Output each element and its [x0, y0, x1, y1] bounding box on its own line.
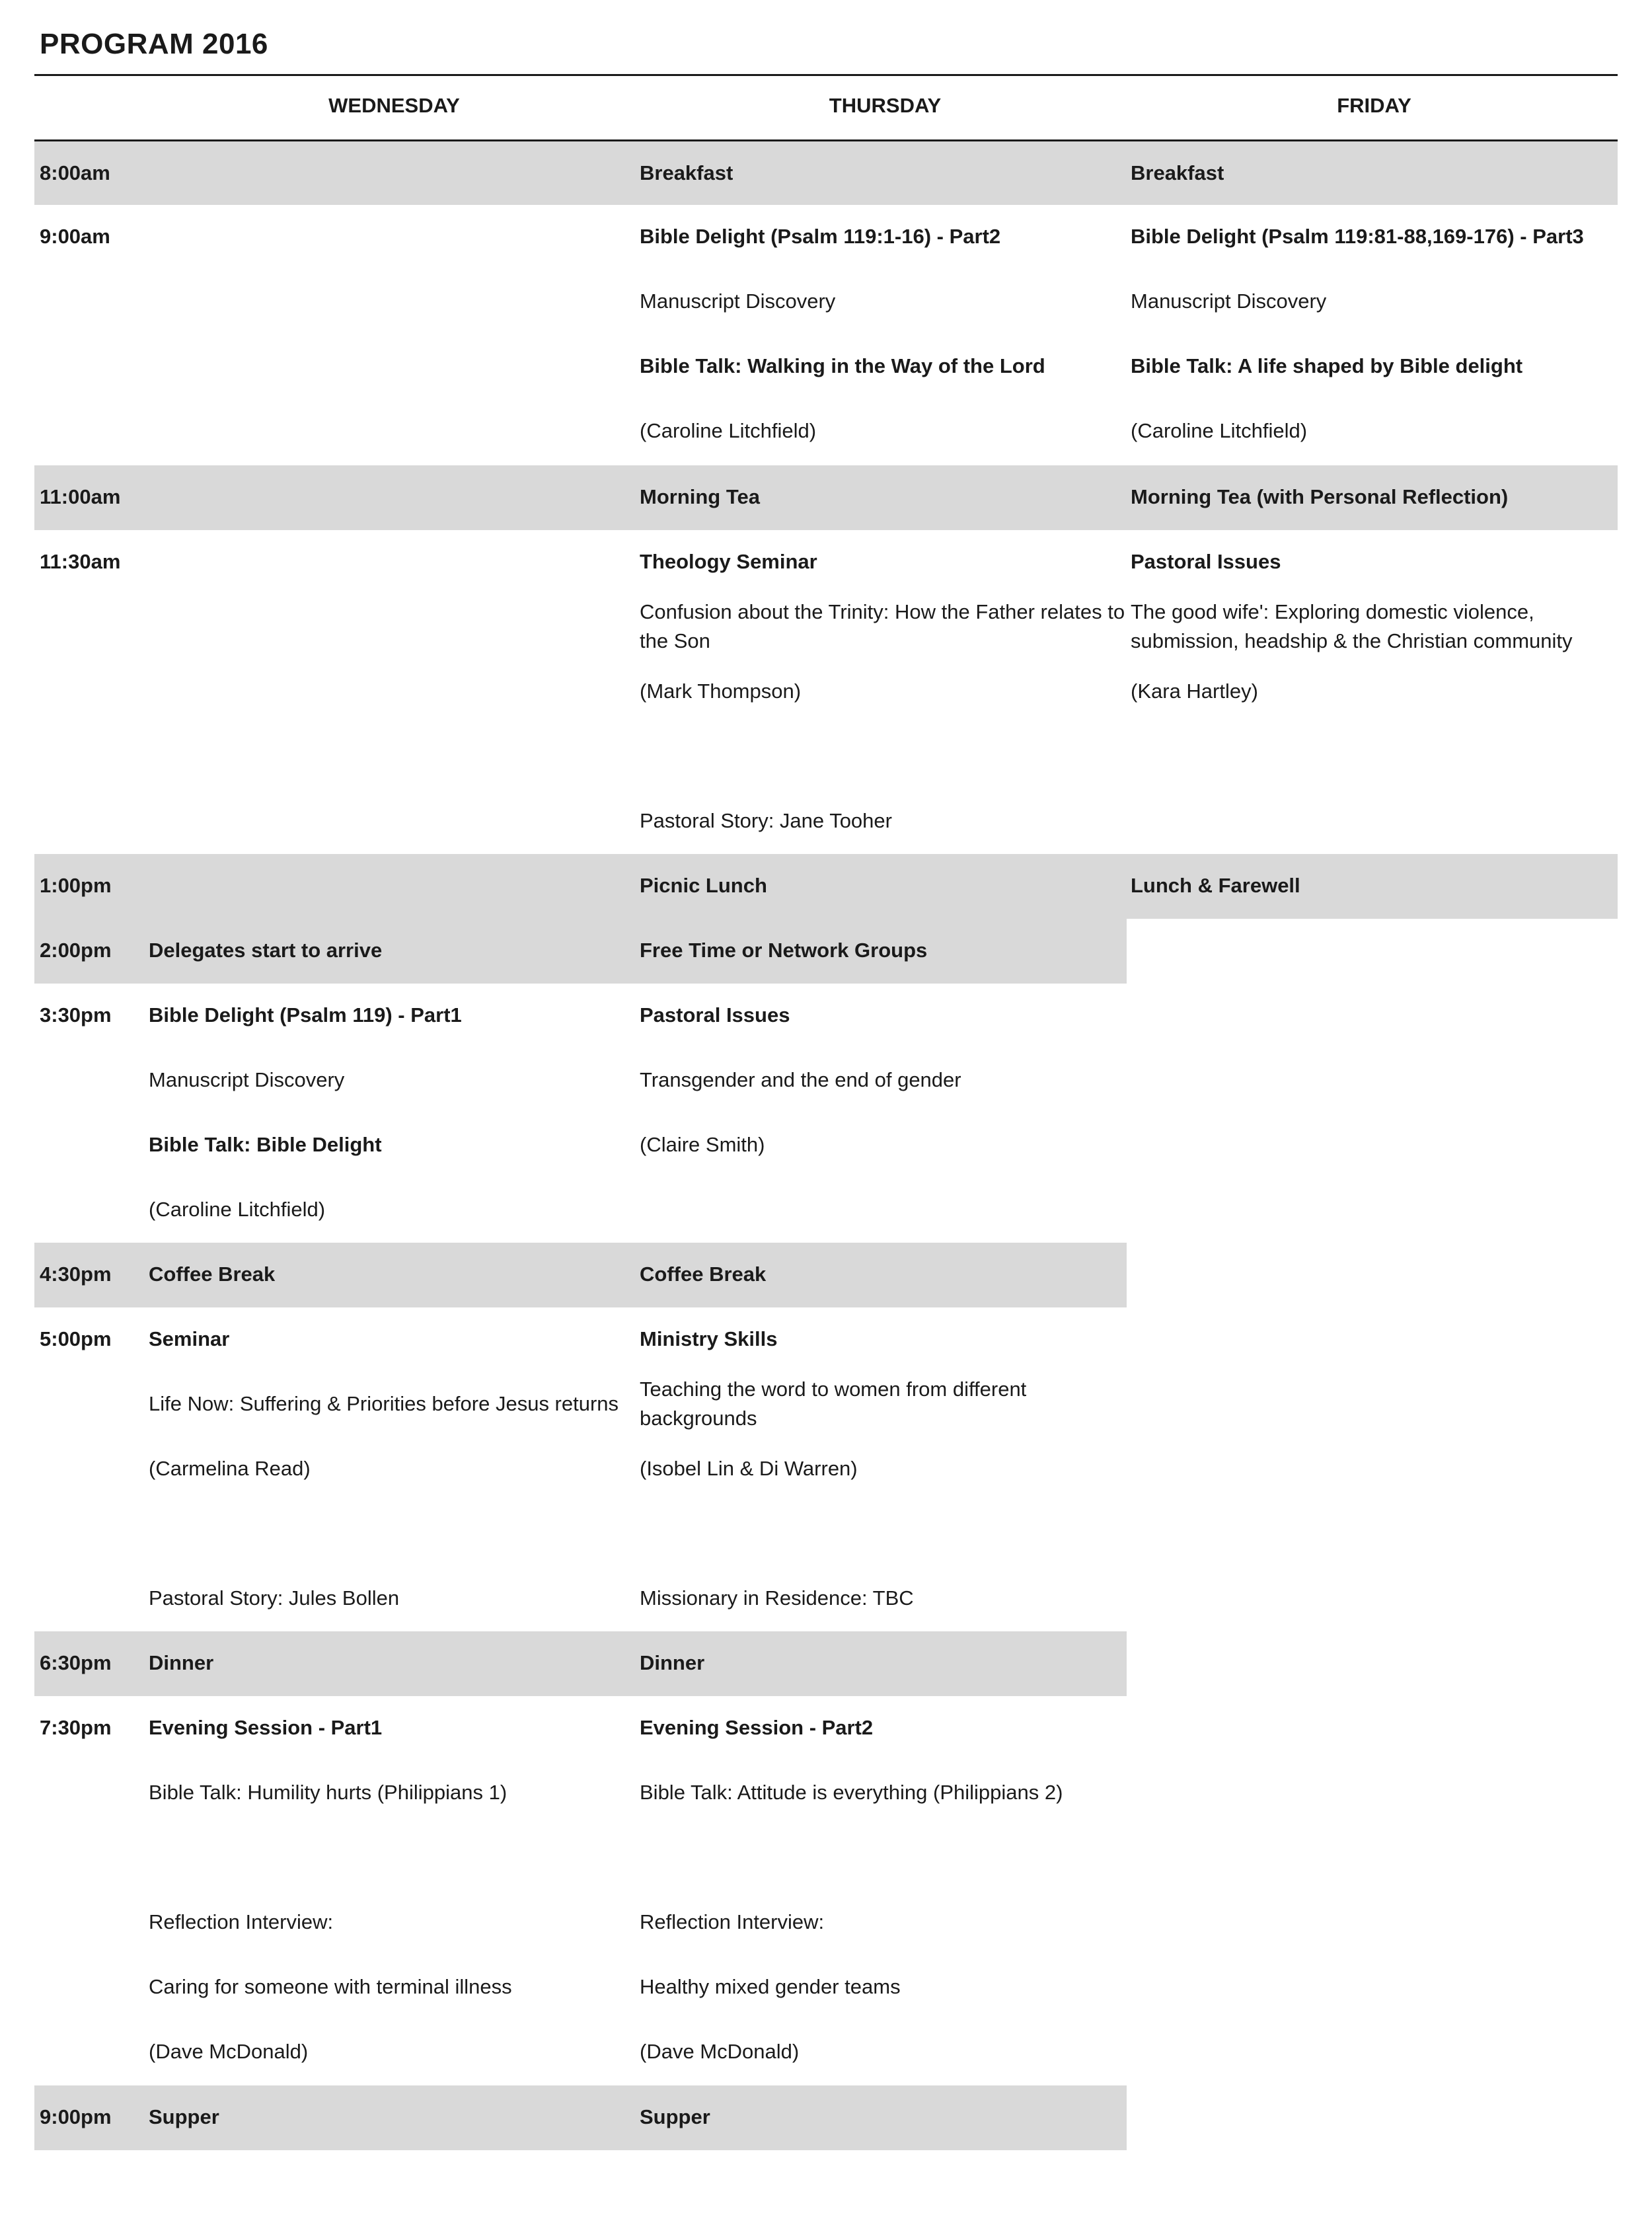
wed-330-talk: Bible Talk: Bible Delight — [149, 1133, 382, 1156]
wed-5pm-topic: Life Now: Suffering & Priorities before Jesus returns — [149, 1392, 619, 1415]
time-330pm: 3:30pm — [40, 1003, 112, 1027]
wed-reflection-topic: Caring for someone with terminal illness — [149, 1975, 512, 1998]
wed-supper: Supper — [149, 2105, 219, 2128]
wed-evening-session: Evening Session - Part1 — [149, 1716, 383, 1739]
time-5pm: 5:00pm — [40, 1327, 112, 1350]
thu-5pm-speaker: (Isobel Lin & Di Warren) — [640, 1457, 858, 1480]
wed-reflection-speaker: (Dave McDonald) — [149, 2040, 309, 2063]
time-630pm: 6:30pm — [40, 1651, 112, 1674]
day-header-friday: FRIDAY — [1337, 94, 1411, 117]
wed-5pm-pastoral-story: Pastoral Story: Jules Bollen — [149, 1586, 400, 1610]
thu-reflection-label: Reflection Interview: — [640, 1910, 825, 1933]
thu-330-speaker: (Claire Smith) — [640, 1133, 765, 1156]
fri-breakfast: Breakfast — [1131, 161, 1224, 184]
thu-330-heading: Pastoral Issues — [640, 1003, 790, 1027]
thu-1130-speaker: (Mark Thompson) — [640, 680, 802, 703]
fri-lunch: Lunch & Farewell — [1131, 874, 1300, 897]
wed-dinner: Dinner — [149, 1651, 214, 1674]
wed-330-activity: Manuscript Discovery — [149, 1068, 345, 1091]
page-title: PROGRAM 2016 — [40, 28, 268, 60]
thu-coffee-break: Coffee Break — [640, 1263, 767, 1286]
thu-reflection-speaker: (Dave McDonald) — [640, 2040, 800, 2063]
wed-reflection-label: Reflection Interview: — [149, 1910, 334, 1933]
thu-evening-talk: Bible Talk: Attitude is everything (Philippians 2) — [640, 1781, 1063, 1804]
band-1pm — [34, 854, 1618, 919]
wed-evening-talk: Bible Talk: Humility hurts (Philippians 1) — [149, 1781, 507, 1804]
wed-5pm-heading: Seminar — [149, 1327, 230, 1350]
wed-330-speaker: (Caroline Litchfield) — [149, 1198, 326, 1221]
time-430pm: 4:30pm — [40, 1263, 112, 1286]
thu-330-topic: Transgender and the end of gender — [640, 1068, 961, 1091]
fri-1130-speaker: (Kara Hartley) — [1131, 680, 1258, 703]
time-8am: 8:00am — [40, 161, 110, 184]
fri-1130-topic: The good wife': Exploring domestic violence, submission, headship & the Christian community — [1131, 600, 1573, 652]
time-2pm: 2:00pm — [40, 939, 112, 962]
day-header-wednesday: WEDNESDAY — [328, 94, 460, 117]
band-8am — [34, 141, 1618, 205]
thu-9am-talk: Bible Talk: Walking in the Way of the Lord — [640, 354, 1045, 377]
thu-1130-topic: Confusion about the Trinity: How the Father relates to the Son — [640, 600, 1125, 652]
thu-9am-session: Bible Delight (Psalm 119:1-16) - Part2 — [640, 225, 1001, 248]
header-top-rule — [34, 74, 1618, 76]
fri-1130-heading: Pastoral Issues — [1131, 550, 1281, 573]
thu-reflection-topic: Healthy mixed gender teams — [640, 1975, 901, 1998]
thu-5pm-topic: Teaching the word to women from different backgrounds — [640, 1378, 1027, 1430]
fri-morning-tea: Morning Tea (with Personal Reflection) — [1131, 485, 1509, 508]
thu-dinner: Dinner — [640, 1651, 705, 1674]
fri-9am-session: Bible Delight (Psalm 119:81-88,169-176) - Part3 — [1131, 225, 1584, 248]
thu-5pm-heading: Ministry Skills — [640, 1327, 778, 1350]
time-1130am: 11:30am — [40, 550, 121, 573]
fri-9am-talk: Bible Talk: A life shaped by Bible delight — [1131, 354, 1523, 377]
thu-evening-session: Evening Session - Part2 — [640, 1716, 874, 1739]
thu-9am-speaker: (Caroline Litchfield) — [640, 419, 817, 442]
wed-330-session: Bible Delight (Psalm 119) - Part1 — [149, 1003, 462, 1027]
wed-5pm-speaker: (Carmelina Read) — [149, 1457, 311, 1480]
time-730pm: 7:30pm — [40, 1716, 112, 1739]
wed-arrival: Delegates start to arrive — [149, 939, 383, 962]
time-9pm: 9:00pm — [40, 2105, 112, 2128]
day-header-thursday: THURSDAY — [829, 94, 942, 117]
thu-free-time: Free Time or Network Groups — [640, 939, 928, 962]
thu-supper: Supper — [640, 2105, 710, 2128]
fri-9am-speaker: (Caroline Litchfield) — [1131, 419, 1308, 442]
thu-1130-pastoral-story: Pastoral Story: Jane Tooher — [640, 809, 892, 832]
thu-morning-tea: Morning Tea — [640, 485, 760, 508]
thu-9am-activity: Manuscript Discovery — [640, 290, 836, 313]
thu-1130-heading: Theology Seminar — [640, 550, 817, 573]
wed-coffee-break: Coffee Break — [149, 1263, 276, 1286]
time-1pm: 1:00pm — [40, 874, 112, 897]
thu-breakfast: Breakfast — [640, 161, 733, 184]
thu-5pm-missionary: Missionary in Residence: TBC — [640, 1586, 914, 1610]
fri-9am-activity: Manuscript Discovery — [1131, 290, 1327, 313]
time-11am: 11:00am — [40, 485, 121, 508]
thu-lunch: Picnic Lunch — [640, 874, 767, 897]
time-9am: 9:00am — [40, 225, 110, 248]
